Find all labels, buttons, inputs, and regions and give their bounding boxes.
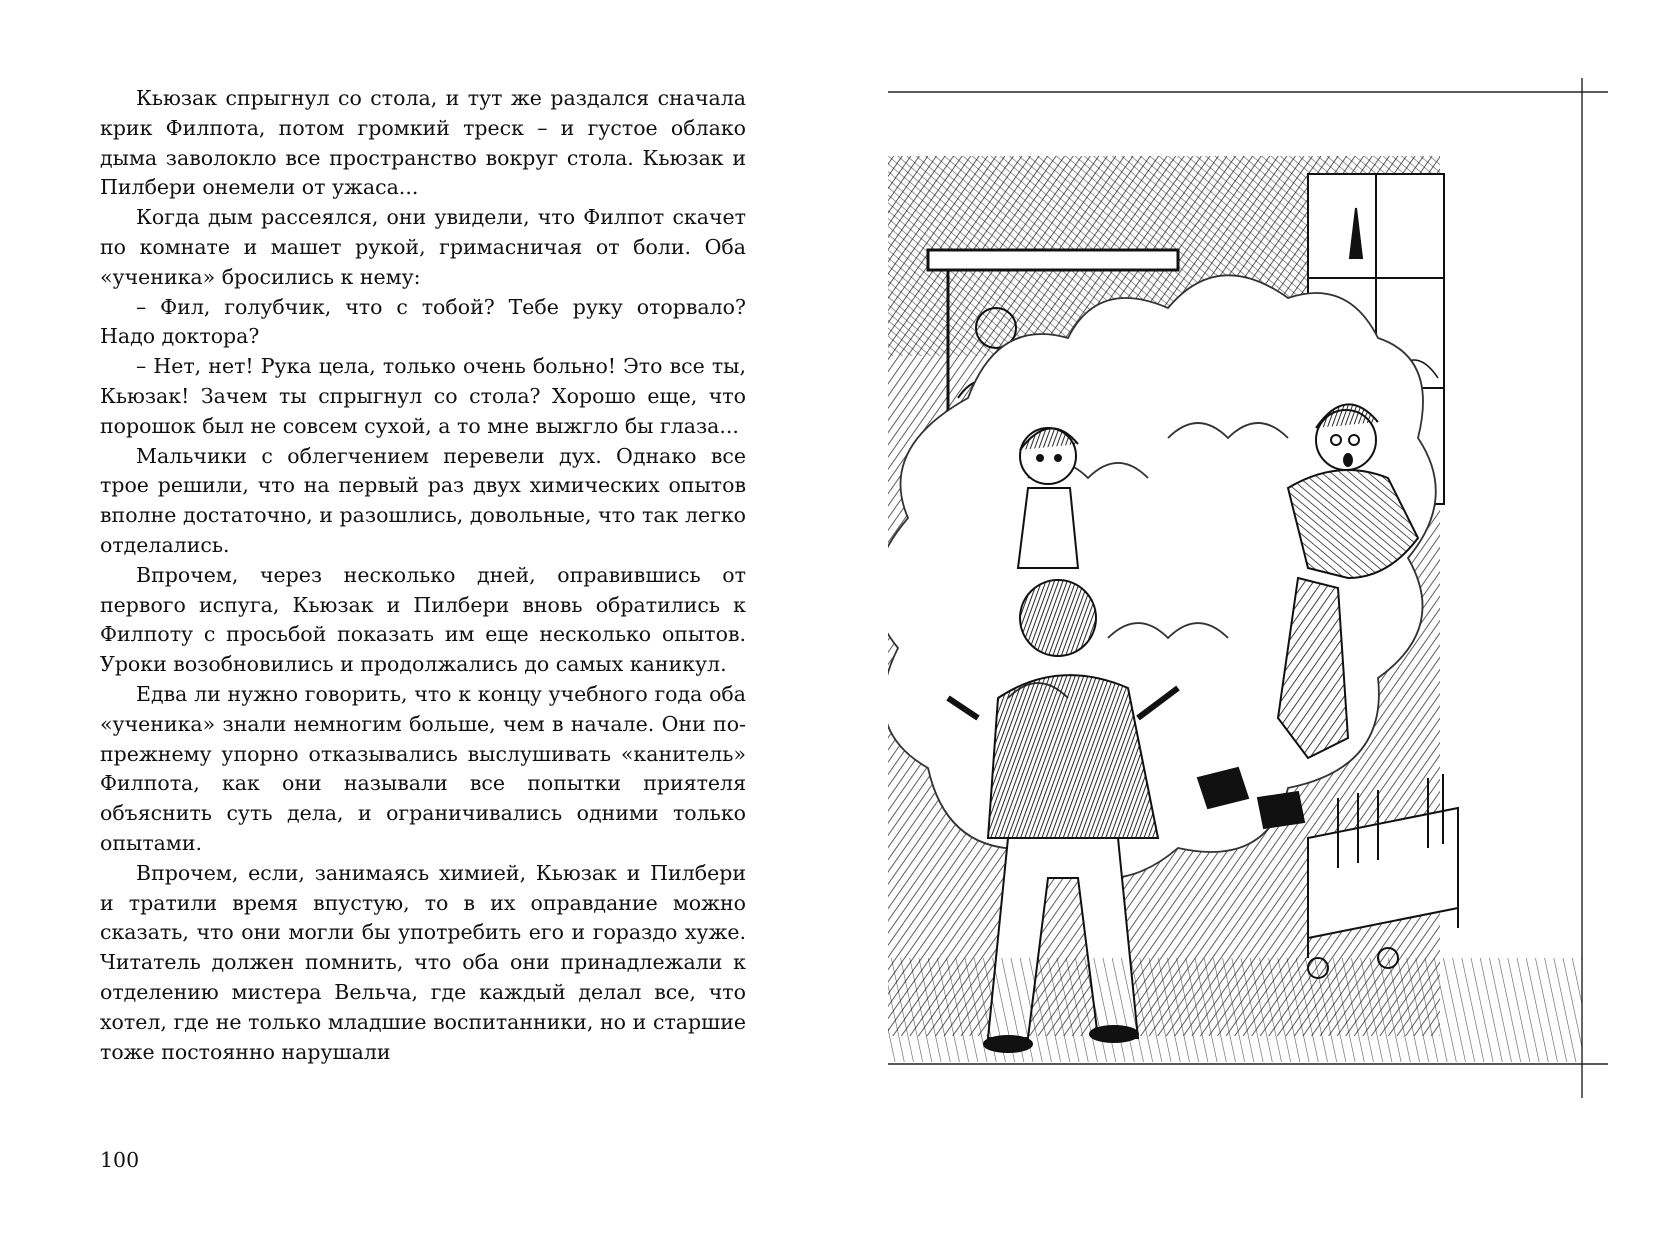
floor (888, 958, 1582, 1062)
paragraph: – Нет, нет! Рука цела, только очень больно! Это все ты, Кьюзак! Зачем ты спрыгнул со стола? Хорошо еще, что порошок был не совсем сухой, а то мне выжгло бы глаза... (100, 354, 746, 438)
paragraph: Когда дым рассеялся, они увидели, что Филпот скачет по комнате и машет рукой, гримасничая от боли. Оба «ученика» бросились к нему: (100, 205, 746, 289)
page-number: 100 (100, 1148, 140, 1172)
paragraph: Впрочем, если, занимаясь химией, Кьюзак и Пилбери и тратили время впустую, то в их оправдание можно сказать, что они могли бы употребить его и гораздо хуже. Читатель должен помнить, что оба они принадлежали к отделению мистера Вельча, где каждый делал все, что хотел, где не только младшие воспитанники, но и старшие тоже постоянно нарушали (100, 860, 746, 1064)
paragraph: Кьюзак спрыгнул со стола, и тут же раздался сначала крик Филпота, потом громкий треск – и густое облако дыма заволокло все пространство вокруг стола. Кьюзак и Пилбери онемели от ужаса... (100, 86, 746, 200)
paragraph: Едва ли нужно говорить, что к концу учебного года оба «ученика» знали немногим больше, чем в начале. Они по-прежнему упорно отказывались выслушивать «канитель» Филпота, как они называли все попытки приятеля объяснить суть дела, и ограничивались одними только опытами. (100, 681, 746, 855)
paragraph: – Фил, голубчик, что с тобой? Тебе руку оторвало? Надо доктора? (100, 294, 746, 349)
illustration-drawing (888, 78, 1610, 1172)
paragraph: Мальчики с облегчением перевели дух. Однако все трое решили, что на первый раз двух химических опытов вполне достаточно, и разошлись, довольные, что так легко отделались. (100, 443, 746, 557)
left-page-text (100, 84, 746, 1067)
book-illustration (888, 78, 1610, 1172)
paragraph: Впрочем, через несколько дней, оправившись от первого испуга, Кьюзак и Пилбери вновь обратились к Филпоту с просьбой показать им еще несколько опытов. Уроки возобновились и продолжались до самых каникул. (100, 562, 746, 677)
boy-left (1018, 428, 1078, 568)
